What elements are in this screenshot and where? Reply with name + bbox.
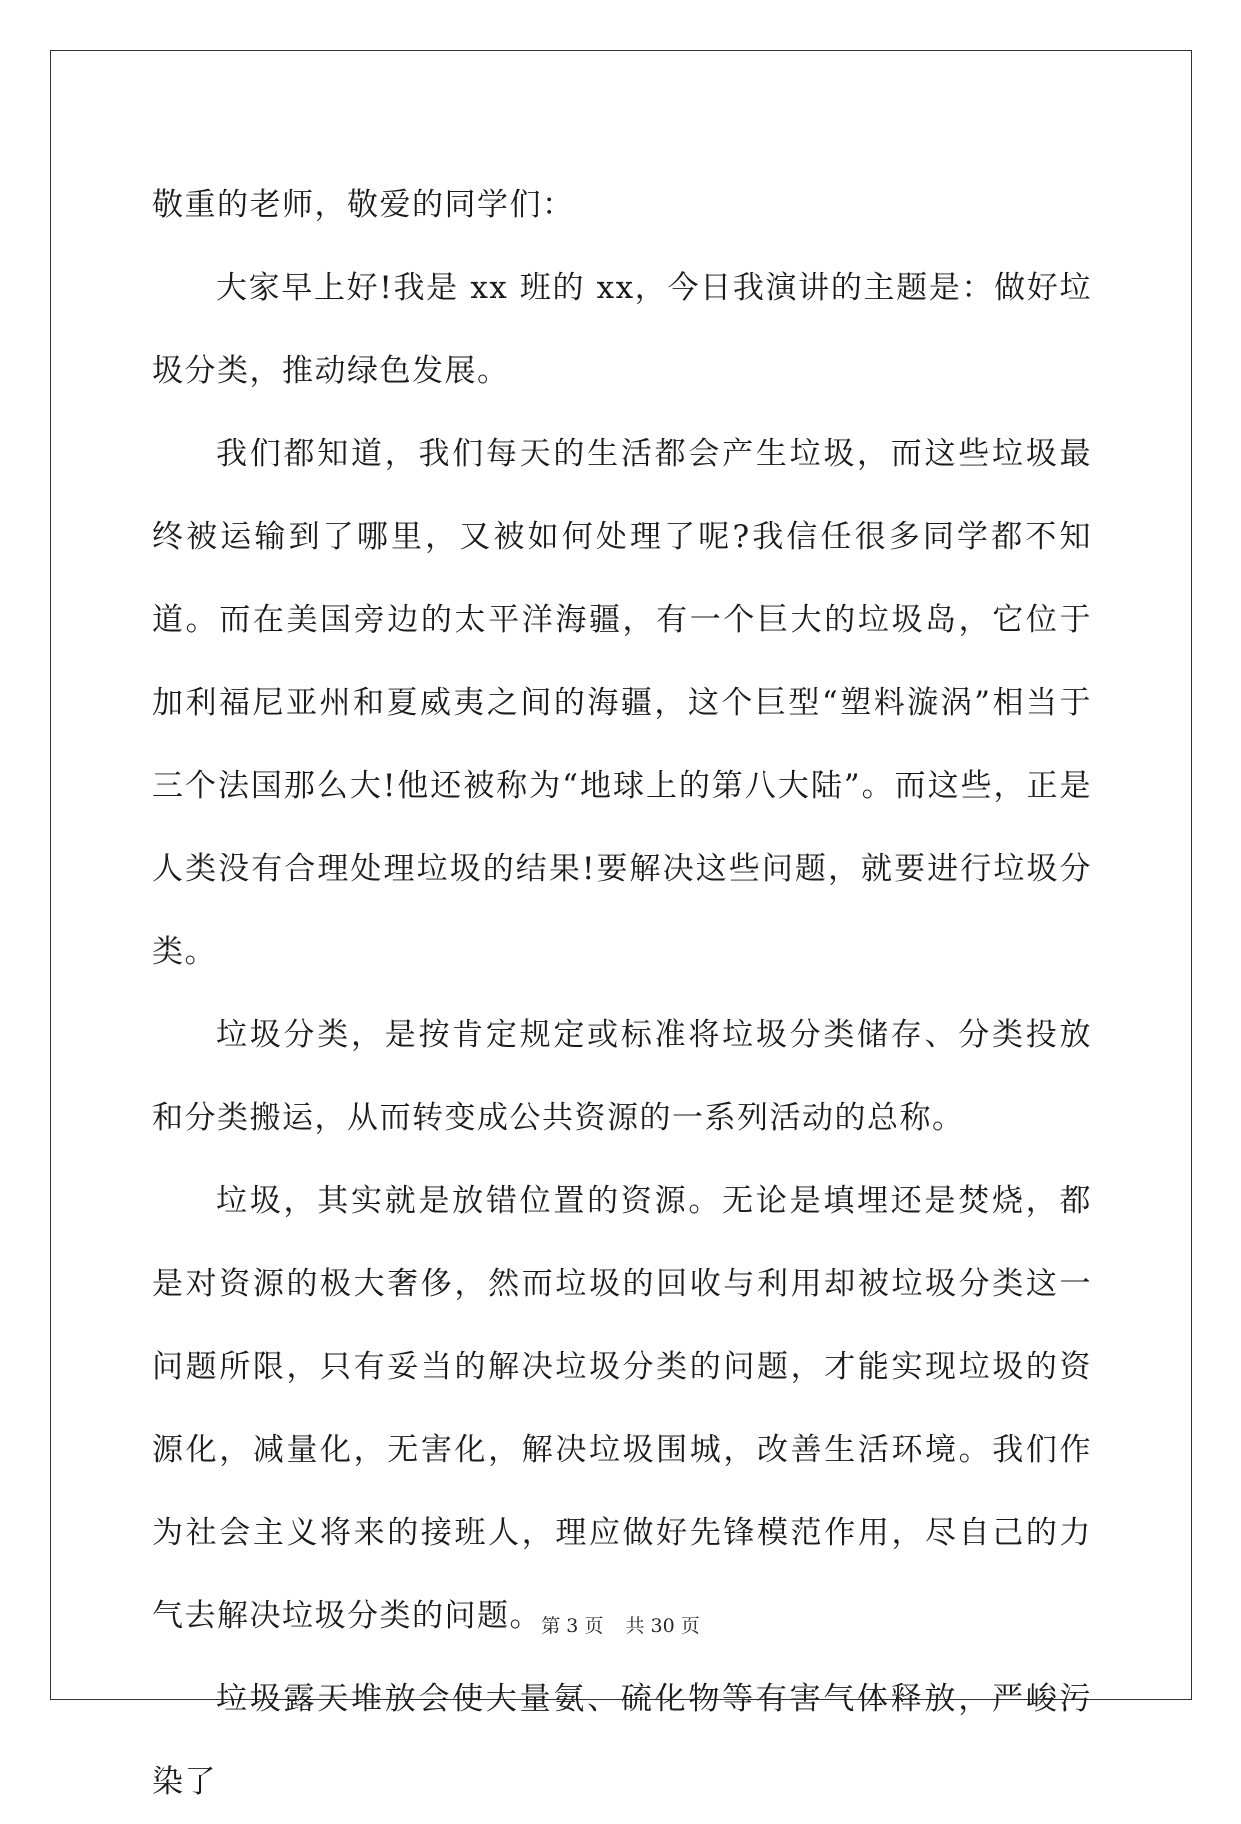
salutation: 敬重的老师，敬爱的同学们： (152, 187, 575, 223)
paragraph-2: 我们都知道，我们每天的生活都会产生垃圾，而这些垃圾最终被运输到了哪里，又被如何处理了呢?我信任很多同学都不知道。而在美国旁边的太平洋海疆，有一个巨大的垃圾岛，它位于加利福尼亚州和夏威夷之间的海疆，这个巨型“塑料漩涡”相当于三个法国那么大!他还被称为“地球上的第八大陆”。而这些，正是人类没有合理处理垃圾的结果!要解决这些问题，就要进行垃圾分类。 (152, 436, 1092, 970)
paragraph-3: 垃圾分类，是按肯定规定或标准将垃圾分类储存、分类投放和分类搬运，从而转变成公共资源的一系列活动的总称。 (152, 1017, 1092, 1136)
paragraph-4: 垃圾，其实就是放错位置的资源。无论是填埋还是焚烧，都是对资源的极大奢侈，然而垃圾的回收与利用却被垃圾分类这一问题所限，只有妥当的解决垃圾分类的问题，才能实现垃圾的资源化，减量化，无害化，解决垃圾围城，改善生活环境。我们作为社会主义将来的接班人，理应做好先锋模范作用，尽自己的力气去解决垃圾分类的问题。 (152, 1183, 1092, 1634)
page-total: 共 30 页 (625, 1615, 700, 1637)
paragraph-5: 垃圾露天堆放会使大量氨、硫化物等有害气体释放，严峻污染了 (152, 1681, 1092, 1800)
page-number: 第 3 页 (541, 1615, 604, 1637)
paragraph-1: 大家早上好!我是 xx 班的 xx，今日我演讲的主题是：做好垃圾分类，推动绿色发展。 (152, 270, 1092, 389)
page-footer (0, 1611, 1241, 1638)
document-body (152, 164, 1092, 1824)
